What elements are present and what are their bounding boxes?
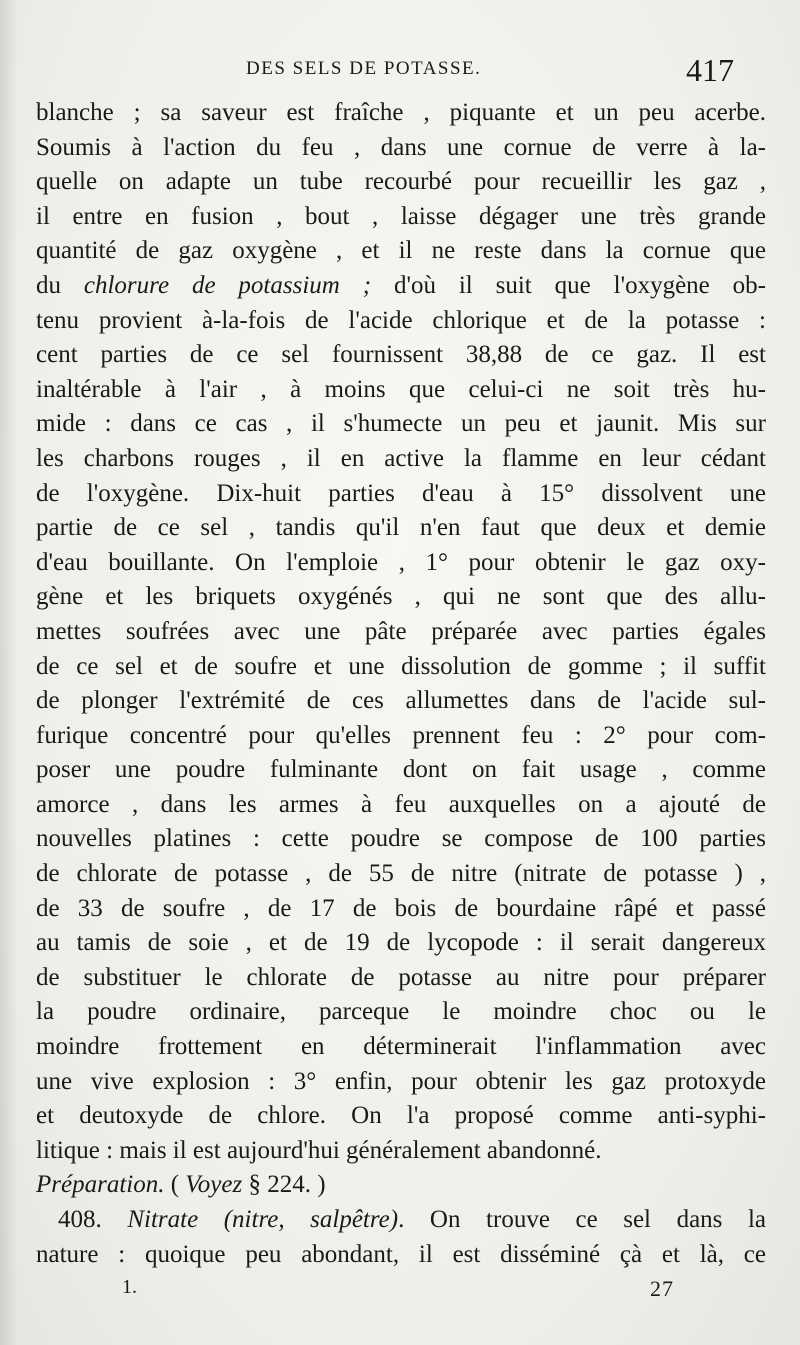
text-line: d'eau bouillante. On l'emploie , 1° pour obtenir le gaz oxy- xyxy=(36,548,766,576)
running-head xyxy=(0,52,800,92)
text-line: de plonger l'extrémité de ces allumettes dans de l'acide sul- xyxy=(36,687,766,715)
sheet-number: 27 xyxy=(650,1276,674,1301)
text-line: amorce , dans les armes à feu auxquelles on a ajouté de xyxy=(36,790,766,818)
signature-mark: 1. xyxy=(122,1276,137,1298)
text-line: de substituer le chlorate de potasse au nitre pour préparer xyxy=(36,963,766,991)
text-line: nouvelles platines : cette poudre se compose de 100 parties xyxy=(36,825,766,853)
page-number: 417 xyxy=(686,52,734,88)
text-line: de chlorate de potasse , de 55 de nitre (nitrate de potasse ) , xyxy=(36,860,766,888)
text-line: gène et les briquets oxygénés , qui ne sont que des allu- xyxy=(36,583,766,611)
text-line: partie de ce sel , tandis qu'il n'en faut que deux et demie xyxy=(36,514,766,542)
body-text xyxy=(36,96,766,1272)
text-line: mide : dans ce cas , il s'humecte un peu et jaunit. Mis sur xyxy=(36,410,766,438)
page-gutter-shadow xyxy=(0,0,18,1345)
text-line: Préparation. ( Voyez § 224. ) xyxy=(36,1171,326,1199)
text-line: Soumis à l'action du feu , dans une cornue de verre à la- xyxy=(36,133,766,161)
text-line: du chlorure de potassium ; d'où il suit que l'oxygène ob- xyxy=(36,271,766,299)
text-line: les charbons rouges , il en active la flamme en leur cédant xyxy=(36,444,766,472)
text-line: de 33 de soufre , de 17 de bois de bourdaine râpé et passé xyxy=(36,894,766,922)
italic-term: Préparation. xyxy=(36,1171,165,1199)
italic-term: Voyez xyxy=(185,1171,243,1199)
italic-term: chlorure de potassium ; xyxy=(83,271,372,299)
text-line: une vive explosion : 3° enfin, pour obtenir les gaz protoxyde xyxy=(36,1067,766,1095)
text-line: de l'oxygène. Dix-huit parties d'eau à 15° dissolvent une xyxy=(36,479,766,507)
text-line: quantité de gaz oxygène , et il ne reste dans la cornue que xyxy=(36,237,766,265)
text-line: moindre frottement en déterminerait l'inflammation avec xyxy=(36,1033,766,1061)
text-line: poser une poudre fulminante dont on fait usage , comme xyxy=(36,756,766,784)
page-footer xyxy=(0,1276,800,1316)
italic-term: Nitrate (nitre, salpêtre) xyxy=(127,1206,399,1233)
text-line: inaltérable à l'air , à moins que celui-ci ne soit très hu- xyxy=(36,375,766,403)
running-head-title: DES SELS DE POTASSE. xyxy=(246,58,482,79)
text-line: mettes soufrées avec une pâte préparée avec parties égales xyxy=(36,617,766,645)
text-line: quelle on adapte un tube recourbé pour recueillir les gaz , xyxy=(36,168,766,196)
text-line: et deutoxyde de chlore. On l'a proposé comme anti-syphi- xyxy=(36,1102,766,1130)
text-line: de ce sel et de soufre et une dissolution de gomme ; il suffit xyxy=(36,652,766,680)
text-line: 408. Nitrate (nitre, salpêtre). On trouve ce sel dans la xyxy=(58,1206,766,1233)
text-line: cent parties de ce sel fournissent 38,88 de ce gaz. Il est xyxy=(36,341,766,369)
text-line: furique concentré pour qu'elles prennent feu : 2° pour com- xyxy=(36,721,766,749)
text-line: blanche ; sa saveur est fraîche , piquante et un peu acerbe. xyxy=(36,99,766,126)
text-line: au tamis de soie , et de 19 de lycopode : il serait dangereux xyxy=(36,929,766,957)
text-line: la poudre ordinaire, parceque le moindre choc ou le xyxy=(36,998,766,1026)
text-line: litique : mais il est aujourd'hui généralement abandonné. xyxy=(36,1136,602,1164)
text-line: tenu provient à-la-fois de l'acide chlorique et de la potasse : xyxy=(36,306,766,334)
text-line: il entre en fusion , bout , laisse dégager une très grande xyxy=(36,202,766,230)
text-line: nature : quoique peu abondant, il est disséminé çà et là, ce xyxy=(36,1240,766,1268)
